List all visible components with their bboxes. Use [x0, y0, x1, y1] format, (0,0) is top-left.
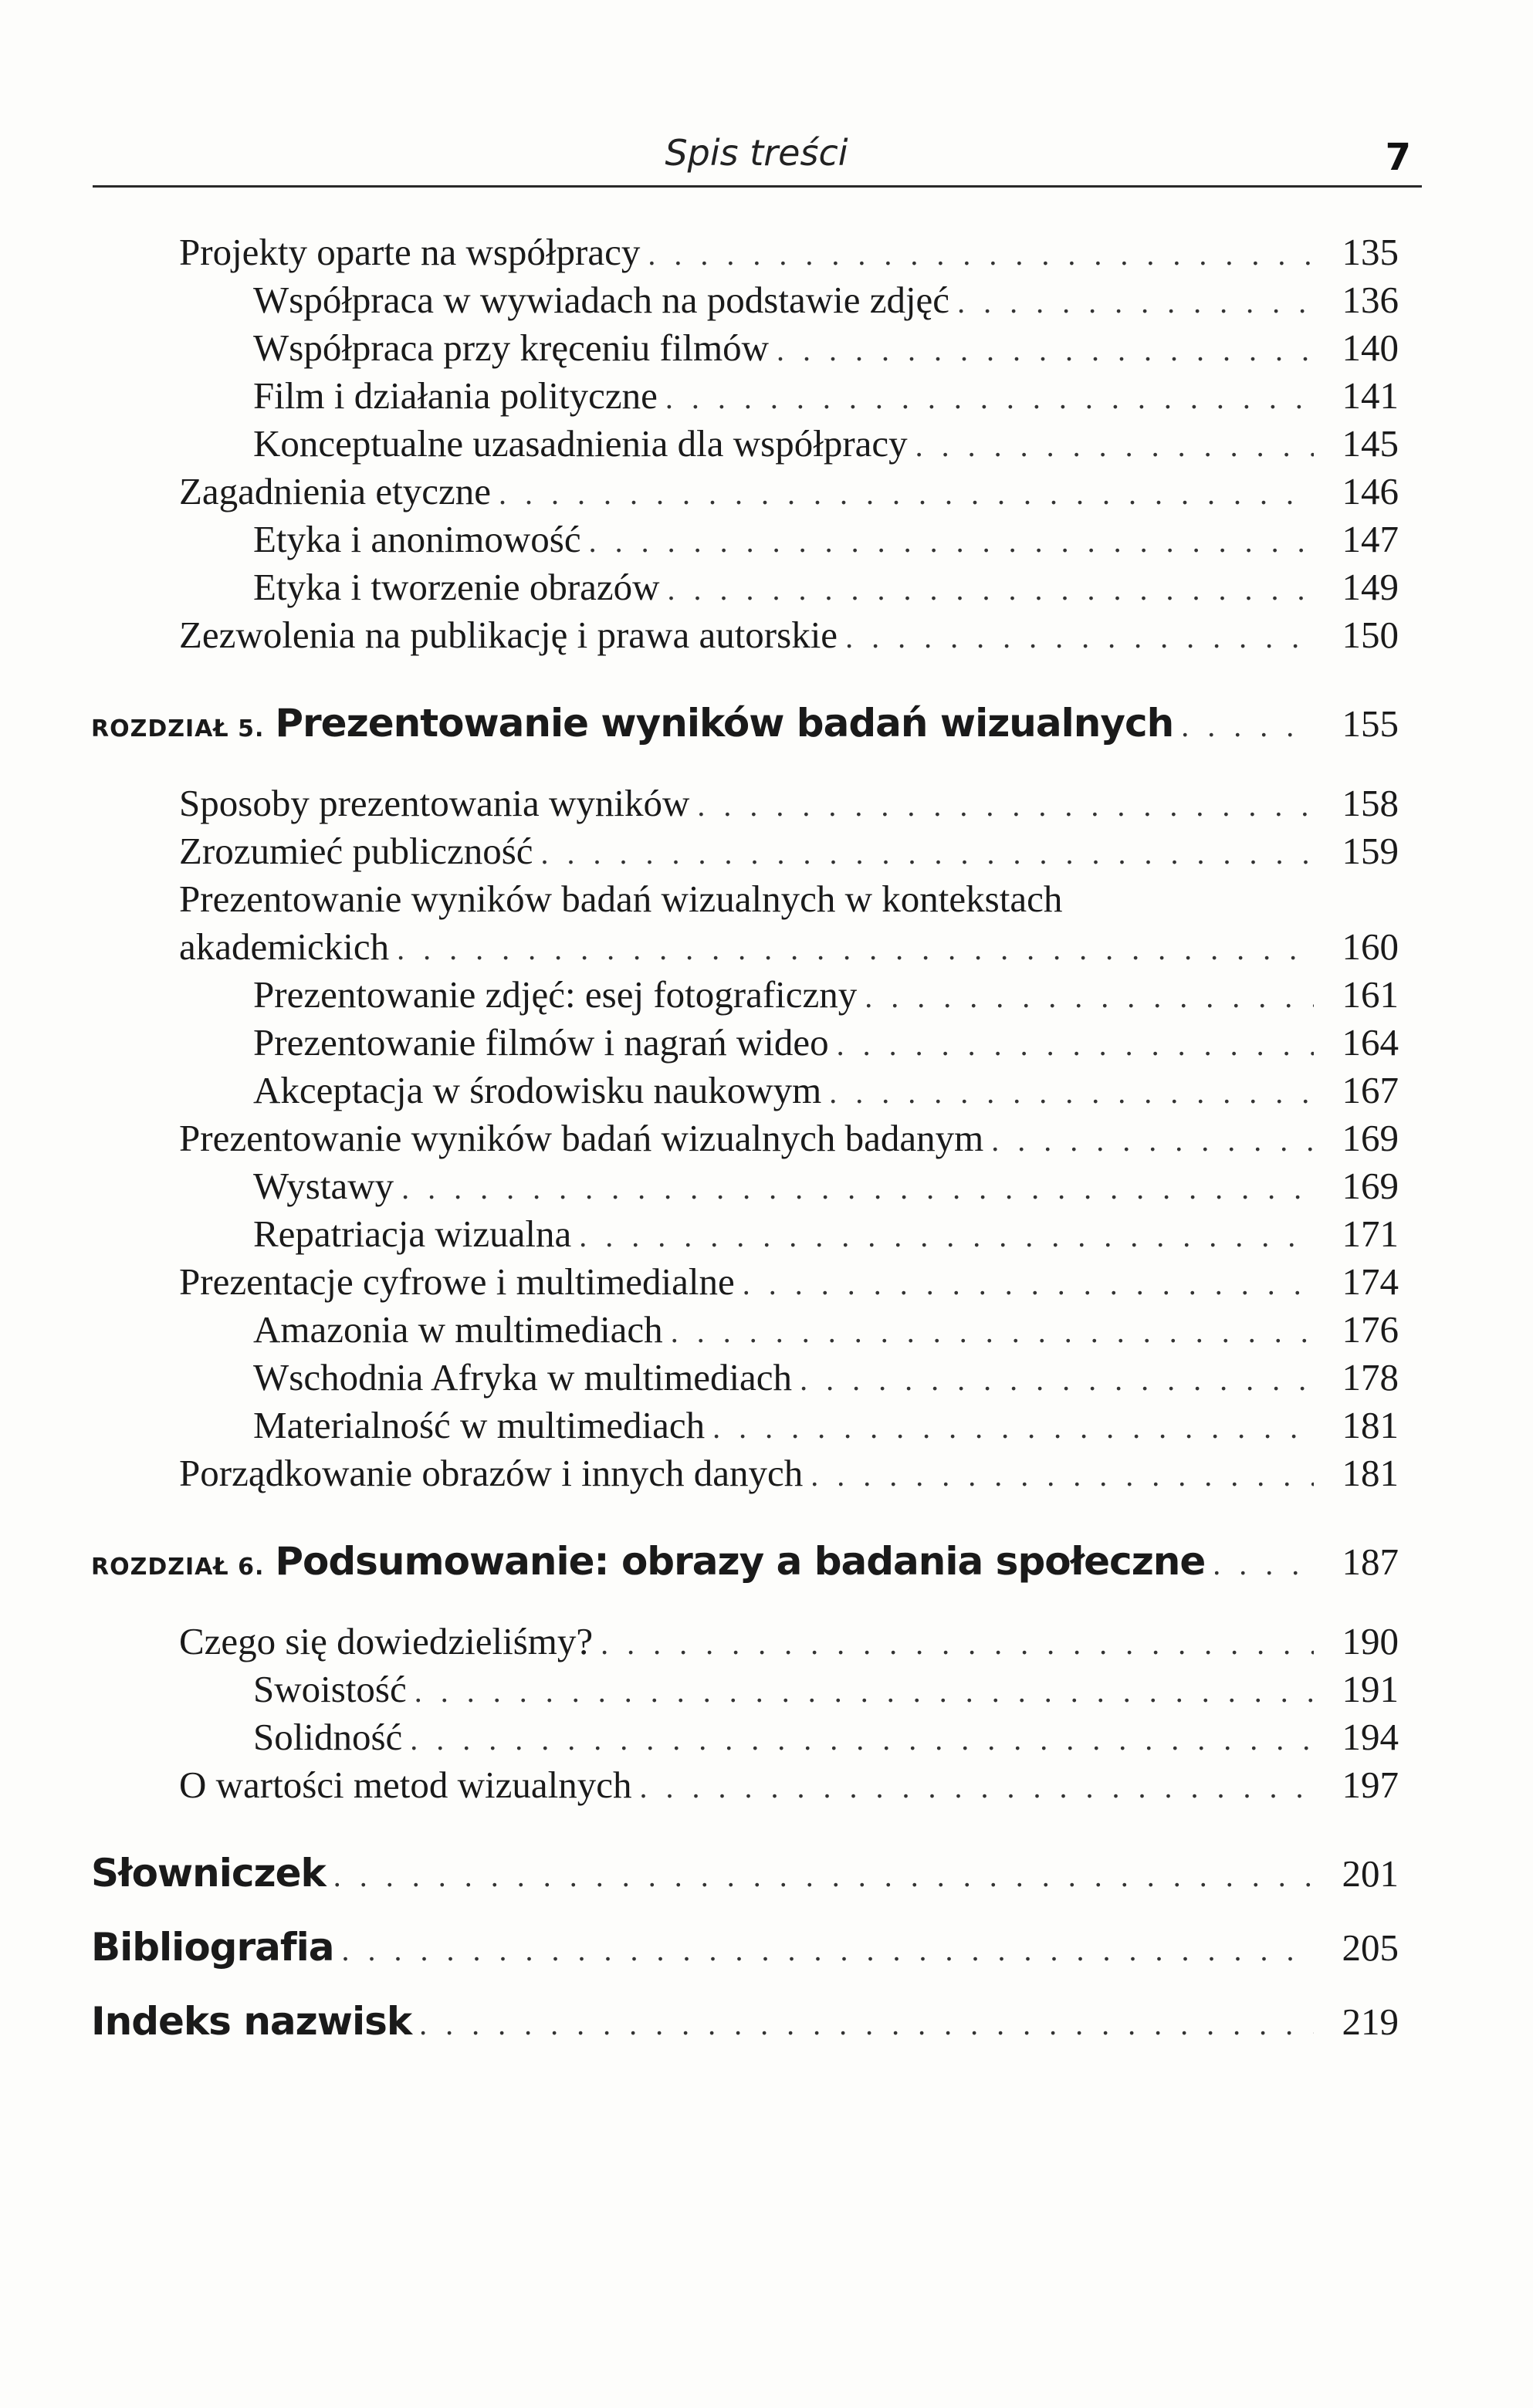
- dot-leader: [665, 374, 1314, 422]
- toc-entry-title-line2: akademickich: [179, 925, 390, 968]
- toc-entry-page: 197: [1342, 1764, 1399, 1806]
- toc-entry[interactable]: [253, 276, 1399, 324]
- toc-entry-page: 141: [1342, 374, 1399, 417]
- toc-entry[interactable]: [253, 1402, 1399, 1449]
- toc-entry-title: Materialność w multimediach: [253, 1404, 706, 1446]
- toc-entry[interactable]: [253, 516, 1399, 563]
- chapter-page: 155: [1342, 702, 1399, 745]
- toc-entry-page: 181: [1342, 1452, 1399, 1494]
- dot-leader: [333, 1852, 1314, 1900]
- toc-entry-page: 194: [1342, 1716, 1399, 1758]
- dot-leader: [668, 566, 1314, 614]
- toc-entry[interactable]: [179, 228, 1399, 276]
- toc-entry-title: Prezentowanie wyników badań wizualnych badanym: [179, 1117, 984, 1159]
- dot-leader: [800, 1356, 1314, 1404]
- dot-leader: [712, 1404, 1314, 1452]
- toc-entry[interactable]: [253, 1067, 1399, 1114]
- toc-entry[interactable]: [253, 1210, 1399, 1258]
- toc-entry-page: 158: [1342, 782, 1399, 824]
- toc-entry-title: Akceptacja w środowisku naukowym: [253, 1069, 822, 1111]
- header-rule: [93, 185, 1422, 188]
- toc-entry-title: Sposoby prezentowania wyników: [179, 782, 690, 824]
- toc-entry-title: Etyka i tworzenie obrazów: [253, 566, 660, 608]
- toc-entry-page: 161: [1342, 973, 1399, 1016]
- toc-entry-page: 164: [1342, 1021, 1399, 1064]
- back-matter-page: 219: [1342, 2000, 1399, 2043]
- dot-leader: [397, 925, 1314, 973]
- toc-entry[interactable]: [253, 1019, 1399, 1067]
- table-of-contents: [0, 228, 1533, 2045]
- toc-entry[interactable]: [253, 1306, 1399, 1354]
- toc-entry-page: 140: [1342, 326, 1399, 369]
- toc-entry-title: Prezentowanie filmów i nagrań wideo: [253, 1021, 829, 1064]
- toc-entry[interactable]: [179, 1618, 1399, 1666]
- toc-entry-page: 147: [1342, 518, 1399, 560]
- toc-entry[interactable]: [179, 611, 1399, 659]
- toc-entry[interactable]: [179, 827, 1399, 875]
- toc-entry-page: 190: [1342, 1620, 1399, 1662]
- back-matter-indeks-nazwisk[interactable]: [91, 1997, 1399, 2045]
- running-head-title: Spis treści: [665, 132, 848, 174]
- dot-leader: [419, 2000, 1314, 2048]
- toc-entry[interactable]: [179, 1258, 1399, 1306]
- toc-entry-title: Czego się dowiedzieliśmy?: [179, 1620, 594, 1662]
- toc-entry-title: O wartości metod wizualnych: [179, 1764, 632, 1806]
- toc-entry-title: Amazonia w multimediach: [253, 1308, 663, 1351]
- dot-leader: [777, 326, 1314, 374]
- toc-entry[interactable]: [179, 1761, 1399, 1809]
- chapter-6-heading[interactable]: [91, 1537, 1399, 1585]
- toc-entry-title: Prezentacje cyfrowe i multimedialne: [179, 1260, 735, 1303]
- dot-leader: [1181, 702, 1314, 750]
- dot-leader: [845, 614, 1314, 661]
- dot-leader: [401, 1165, 1314, 1212]
- chapter-title: Prezentowanie wyników badań wizualnych: [275, 701, 1174, 746]
- toc-entry-page: 174: [1342, 1260, 1399, 1303]
- back-matter-slowniczek[interactable]: [91, 1849, 1399, 1897]
- toc-entry-page: 159: [1342, 830, 1399, 872]
- toc-entry-title: Prezentowanie zdjęć: esej fotograficzny: [253, 973, 858, 1016]
- toc-entry-page: 181: [1342, 1404, 1399, 1446]
- toc-entry-title: Wschodnia Afryka w multimediach: [253, 1356, 793, 1398]
- toc-entry-page: 191: [1342, 1668, 1399, 1710]
- toc-entry-title: Współpraca przy kręceniu filmów: [253, 326, 770, 369]
- toc-entry-title: Wystawy: [253, 1165, 394, 1207]
- toc-entry-title: Zezwolenia na publikację i prawa autorskie: [179, 614, 838, 656]
- toc-entry[interactable]: [253, 563, 1399, 611]
- chapter-page: 187: [1342, 1541, 1399, 1583]
- toc-entry[interactable]: [253, 1354, 1399, 1402]
- chapter-title: Podsumowanie: obrazy a badania społeczne: [275, 1539, 1206, 1584]
- toc-entry[interactable]: [179, 923, 1399, 971]
- dot-leader: [579, 1212, 1314, 1260]
- dot-leader: [810, 1452, 1314, 1500]
- dot-leader: [915, 422, 1314, 470]
- toc-entry-page: 169: [1342, 1165, 1399, 1207]
- toc-entry-page: 169: [1342, 1117, 1399, 1159]
- toc-entry-title: Współpraca w wywiadach na podstawie zdjęć: [253, 279, 950, 321]
- back-matter-title: Słowniczek: [91, 1851, 326, 1896]
- toc-entry[interactable]: [253, 372, 1399, 420]
- toc-entry-page: 136: [1342, 279, 1399, 321]
- toc-entry-title-line1[interactable]: Prezentowanie wyników badań wizualnych w kontekstach: [179, 878, 1063, 920]
- dot-leader: [829, 1069, 1314, 1117]
- toc-entry-title: Solidność: [253, 1716, 403, 1758]
- toc-entry[interactable]: [179, 1449, 1399, 1497]
- toc-entry-title: Zagadnienia etyczne: [179, 470, 492, 512]
- dot-leader: [837, 1021, 1314, 1069]
- toc-entry[interactable]: [253, 971, 1399, 1019]
- toc-entry[interactable]: [253, 324, 1399, 372]
- dot-leader: [697, 782, 1314, 830]
- toc-entry-title: Film i działania polityczne: [253, 374, 658, 417]
- dot-leader: [342, 1926, 1315, 1974]
- dot-leader: [589, 518, 1314, 566]
- running-head: [93, 130, 1420, 184]
- toc-entry[interactable]: [253, 1162, 1399, 1210]
- toc-entry-page: 149: [1342, 566, 1399, 608]
- dot-leader: [1213, 1541, 1314, 1588]
- toc-entry[interactable]: [253, 1713, 1399, 1761]
- toc-entry-page: 145: [1342, 422, 1399, 465]
- chapter-label: ROZDZIAŁ 5.: [91, 715, 265, 742]
- toc-entry[interactable]: [179, 780, 1399, 827]
- toc-entry-title: Repatriacja wizualna: [253, 1212, 572, 1255]
- toc-entry-page: 167: [1342, 1069, 1399, 1111]
- toc-entry-page: 178: [1342, 1356, 1399, 1398]
- toc-entry-page: 135: [1342, 231, 1399, 273]
- toc-entry[interactable]: [179, 468, 1399, 516]
- dot-leader: [601, 1620, 1314, 1668]
- dot-leader: [499, 470, 1314, 518]
- page-number: 7: [1385, 136, 1411, 179]
- dot-leader: [743, 1260, 1314, 1308]
- dot-leader: [639, 1764, 1314, 1811]
- toc-entry-page: 171: [1342, 1212, 1399, 1255]
- toc-entry-title: Konceptualne uzasadnienia dla współpracy: [253, 422, 908, 465]
- chapter-label: ROZDZIAŁ 6.: [91, 1554, 265, 1581]
- back-matter-bibliografia[interactable]: [91, 1923, 1399, 1971]
- dot-leader: [865, 973, 1314, 1021]
- toc-entry-title: Etyka i anonimowość: [253, 518, 581, 560]
- back-matter-page: 205: [1342, 1926, 1399, 1969]
- toc-entry[interactable]: [253, 420, 1399, 468]
- toc-entry-title: Porządkowanie obrazów i innych danych: [179, 1452, 804, 1494]
- toc-entry-page: 150: [1342, 614, 1399, 656]
- back-matter-title: Bibliografia: [91, 1925, 334, 1970]
- dot-leader: [410, 1716, 1314, 1764]
- dot-leader: [648, 231, 1314, 279]
- toc-entry-title: Projekty oparte na współpracy: [179, 231, 641, 273]
- toc-entry-title: Zrozumieć publiczność: [179, 830, 533, 872]
- back-matter-page: 201: [1342, 1852, 1399, 1895]
- chapter-5-heading[interactable]: [91, 699, 1399, 747]
- dot-leader: [671, 1308, 1314, 1356]
- dot-leader: [541, 830, 1314, 878]
- toc-entry[interactable]: [253, 1666, 1399, 1713]
- dot-leader: [991, 1117, 1314, 1165]
- toc-entry-page: 176: [1342, 1308, 1399, 1351]
- back-matter-title: Indeks nazwisk: [91, 1999, 412, 2044]
- dot-leader: [957, 279, 1314, 326]
- dot-leader: [415, 1668, 1314, 1716]
- toc-entry[interactable]: [179, 1114, 1399, 1162]
- toc-entry-page: 146: [1342, 470, 1399, 512]
- toc-entry-page: 160: [1342, 925, 1399, 968]
- toc-entry-title: Swoistość: [253, 1668, 407, 1710]
